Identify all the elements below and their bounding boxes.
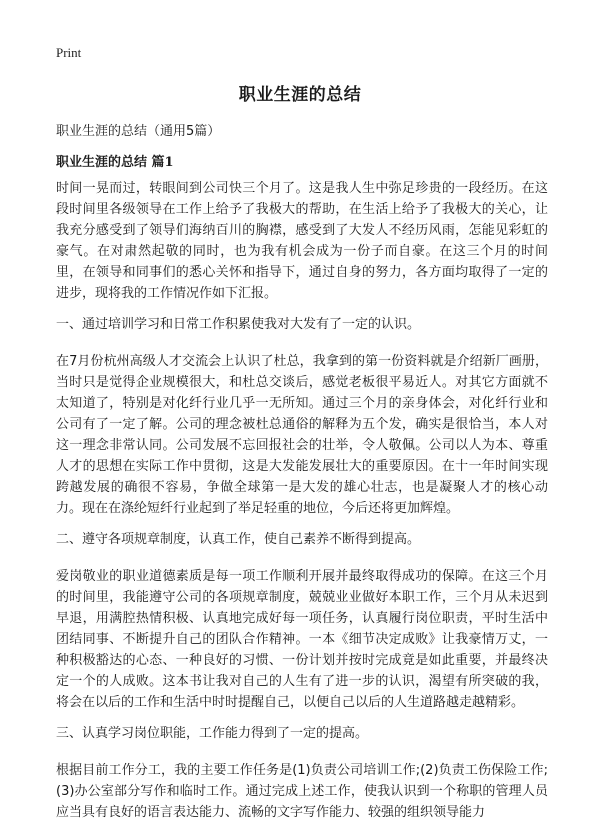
section-heading: 职业生涯的总结 篇1 — [56, 155, 174, 170]
subheading-3: 三、认真学习岗位职能，工作能力得到了一定的提高。 — [56, 726, 369, 741]
document-body — [56, 178, 548, 833]
body-paragraph-2: 在7月份杭州高级人才交流会上认识了杜总，我拿到的第一份资料就是介绍新厂画册，当时只是觉得企业规模很大，和杜总交谈后，感觉老板很平易近人。对其它方面就不太知道了，特别是对化纤行业几乎一无所知。通过三个月的亲身体会，对化纤行业和公司有了一定了解。公司的理念被杜总通俗的解释为五个发，确实是很恰当，本人对这一理念非常认同。公司发展不忘回报社会的壮举，令人敬佩。公司以人为本、尊重人才的思想在实际工作中贯彻，这是大发能发展壮大的重要原因。在十一年时间实现跨越发展的确很不容易，争做全球第一是大发的雄心壮志，也是凝聚人才的核心动力。现在在涤纶短纤行业起到了举足轻重的地位，今后还将更加辉煌。 — [56, 354, 548, 516]
body-paragraph-3: 爱岗敬业的职业道德素质是每一项工作顺利开展并最终取得成功的保障。在这三个月的时间里，我能遵守公司的各项规章制度，兢兢业业做好本职工作，三个月从未迟到早退，用满腔热情积极、认真地完成好每一项任务，认真履行岗位职责，平时生活中团结同事、不断提升自己的团队合作精神。一本《细节决定成败》让我豪情万丈，一种积极豁达的心态、一种良好的习惯、一份计划并按时完成竟是如此重要，并最终决定一个的人成败。这本书让我对自己的人生有了进一步的认识，渴望有所突破的我，将会在以后的工作和生活中时时提醒自己，以便自己以后的人生道路越走越精彩。 — [56, 569, 548, 710]
subheading-1: 一、通过培训学习和日常工作积累使我对大发有了一定的认识。 — [56, 317, 421, 332]
print-link[interactable]: Print — [56, 45, 82, 60]
document-title: 职业生涯的总结 — [238, 85, 362, 105]
subheading-2: 二、遵守各项规章制度，认真工作，使自己素养不断得到提高。 — [56, 532, 421, 547]
document-subtitle: 职业生涯的总结（通用5篇） — [56, 124, 221, 139]
body-paragraph-1: 时间一晃而过，转眼间到公司快三个月了。这是我人生中弥足珍贵的一段经历。在这段时间里各级领导在工作上给予了我极大的帮助，在生活上给予了我极大的关心，让我充分感受到了领导们海纳百川的胸襟，感受到了大发人不经历风雨，怎能见彩虹的豪气。在对肃然起敬的同时，也为我有机会成为一份子而自豪。在这三个月的时间里，在领导和同事们的悉心关怀和指导下，通过自身的努力，各方面均取得了一定的进步，现将我的工作情况作如下汇报。 — [56, 181, 548, 301]
body-paragraph-4: 根据目前工作分工，我的主要工作任务是(1)负责公司培训工作;(2)负责工伤保险工作;(3)办公室部分写作和临时工作。通过完成上述工作，使我认识到一个称职的管理人员应当具有良好的语言表达能力、流畅的文字写作能力、较强的组织领导能力 — [56, 763, 548, 820]
